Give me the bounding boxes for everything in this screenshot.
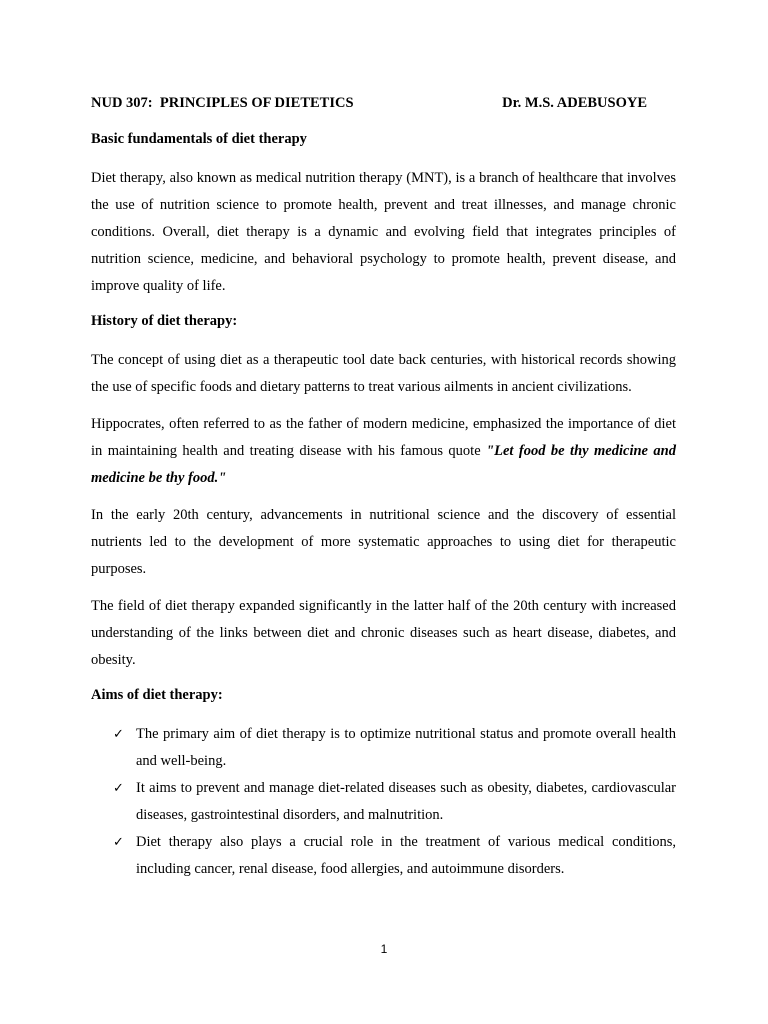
list-item bbox=[91, 721, 676, 775]
paragraph-history-4: The field of diet therapy expanded significantly in the latter half of the 20th century with increased understanding of the links between diet and chronic diseases such as heart disease, diabetes, and obesity. bbox=[91, 598, 676, 668]
section-heading-basics: Basic fundamentals of diet therapy bbox=[91, 131, 307, 147]
page-header bbox=[91, 93, 647, 113]
paragraph-history-2 bbox=[91, 411, 676, 492]
page-number: 1 bbox=[380, 942, 388, 956]
list-item-text: The primary aim of diet therapy is to optimize nutritional status and promote overall health and well-being. bbox=[136, 726, 676, 769]
list-item-text: Diet therapy also plays a crucial role in the treatment of various medical conditions, including cancer, renal disease, food allergies, and autoimmune disorders. bbox=[136, 834, 676, 877]
hippocrates-text: Hippocrates, often referred to as the father of modern medicine, emphasized the importance of diet in maintaining health and treating disease with his famous quote bbox=[91, 416, 676, 459]
aims-list bbox=[91, 721, 676, 883]
section-heading-aims: Aims of diet therapy: bbox=[91, 687, 223, 703]
checkmark-icon: ✓ bbox=[113, 835, 124, 850]
paragraph-history-1: The concept of using diet as a therapeutic tool date back centuries, with historical records showing the use of specific foods and dietary patterns to treat various ailments in ancient civilizations. bbox=[91, 352, 676, 395]
author-name: Dr. M.S. ADEBUSOYE bbox=[502, 95, 647, 111]
list-item bbox=[91, 775, 676, 829]
checkmark-icon: ✓ bbox=[113, 781, 124, 796]
list-item bbox=[91, 829, 676, 883]
paragraph-history-3: In the early 20th century, advancements in nutritional science and the discovery of essential nutrients led to the development of more systematic approaches to using diet for therapeutic purposes. bbox=[91, 507, 676, 577]
course-title: NUD 307: PRINCIPLES OF DIETETICS bbox=[91, 95, 354, 111]
list-item-text: It aims to prevent and manage diet-related diseases such as obesity, diabetes, cardiovascular diseases, gastrointestinal disorders, and malnutrition. bbox=[136, 780, 676, 823]
section-heading-history: History of diet therapy: bbox=[91, 313, 238, 329]
page-content bbox=[91, 93, 676, 883]
hippocrates-quote: "Let food be thy medicine and medicine be thy food." bbox=[91, 443, 676, 486]
checkmark-icon: ✓ bbox=[113, 727, 124, 742]
paragraph-basics: Diet therapy, also known as medical nutrition therapy (MNT), is a branch of healthcare that involves the use of nutrition science to promote health, prevent and treat illnesses, and manage chronic conditions. Overall, diet therapy is a dynamic and evolving field that integrates principles of nutrition science, medicine, and behavioral psychology to promote health, prevent disease, and improve quality of life. bbox=[91, 170, 676, 294]
